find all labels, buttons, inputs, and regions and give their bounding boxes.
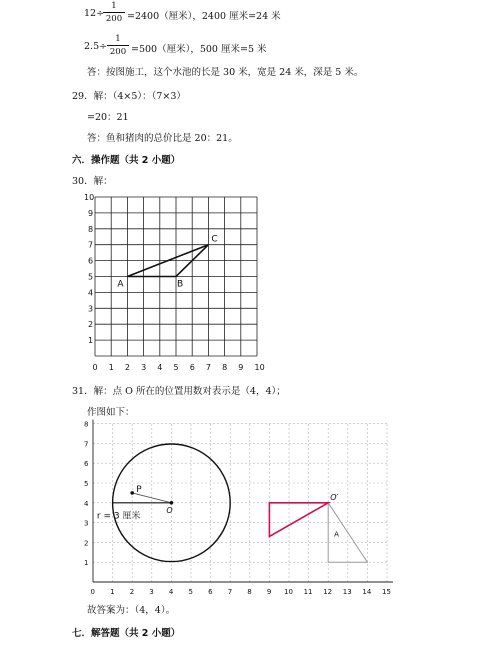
grid2-y-tick: 1 bbox=[84, 559, 89, 568]
point-o-prime-label: O′ bbox=[330, 492, 339, 502]
grid2-y-tick: 3 bbox=[84, 519, 89, 528]
grid1-y-tick: 5 bbox=[88, 272, 94, 282]
grid2-y-tick: 7 bbox=[84, 440, 89, 449]
grid1-x-tick: 2 bbox=[124, 363, 130, 372]
fraction-1-denominator: 200 bbox=[105, 14, 123, 24]
q31-line-1: 31．解：点 O 所在的位置用数对表示是（4，4）； bbox=[72, 386, 286, 397]
grid1-y-tick: 7 bbox=[88, 240, 94, 250]
grid2-x-tick: 3 bbox=[149, 588, 154, 596]
grid1-x-tick: 9 bbox=[238, 363, 244, 372]
fraction-2-denominator: 200 bbox=[109, 47, 127, 57]
grid2-y-tick: 2 bbox=[84, 539, 89, 548]
grid2-x-tick: 5 bbox=[188, 588, 193, 596]
point-p-label: P bbox=[136, 484, 142, 495]
section-6-title: 六．操作题（共 2 小题） bbox=[72, 155, 181, 166]
section-7-title: 七．解答题（共 2 小题） bbox=[72, 628, 181, 639]
grid1-x-tick: 10 bbox=[254, 363, 265, 372]
q30-label: 30．解： bbox=[72, 176, 113, 187]
grid1-y-tick: 10 bbox=[84, 193, 95, 202]
q31-line-2: 作图如下： bbox=[87, 407, 135, 418]
grid2-x-tick: 11 bbox=[303, 588, 313, 596]
grid1-y-tick: 6 bbox=[88, 256, 94, 266]
point-b-label: B bbox=[177, 279, 184, 290]
grid1-x-tick: 8 bbox=[222, 363, 228, 372]
point-a-label: A bbox=[117, 279, 124, 290]
fraction-1-numerator: 1 bbox=[111, 1, 117, 11]
grid2-y-tick: 4 bbox=[84, 499, 89, 508]
grid1-x-tick: 7 bbox=[205, 363, 211, 372]
triangle-a-label: A bbox=[334, 530, 339, 539]
grid1-x-tick: 6 bbox=[189, 363, 195, 372]
grid2-x-tick: 10 bbox=[284, 588, 293, 596]
answer-29: 答：鱼和猪肉的总价比是 20：21。 bbox=[87, 133, 238, 144]
grid1-x-tick: 1 bbox=[108, 363, 114, 372]
point-o-label: O bbox=[166, 505, 173, 515]
grid2-x-tick: 12 bbox=[323, 588, 333, 596]
grid1-y-tick: 2 bbox=[88, 320, 94, 330]
point-p-dot bbox=[130, 491, 134, 495]
grid1-x-tick: 0 bbox=[92, 363, 98, 372]
grid2-x-tick: 2 bbox=[129, 588, 135, 596]
answer-28: 答：按图施工，这个水池的长是 30 米，宽是 24 米，深是 5 米。 bbox=[87, 67, 364, 78]
coordinate-grid-2 bbox=[84, 420, 393, 596]
grid1-x-tick: 4 bbox=[157, 363, 163, 372]
calc-line-2-result: =500（厘米），500 厘米=5 米 bbox=[131, 44, 267, 55]
grid2-x-tick: 7 bbox=[227, 588, 233, 596]
calc-line-1-prefix: 12÷ bbox=[84, 8, 105, 19]
grid2-x-tick: 14 bbox=[362, 588, 372, 596]
grid2-x-tick: 15 bbox=[382, 588, 391, 596]
radius-label: r = 3 厘米 bbox=[96, 511, 141, 522]
grid2-x-tick: 9 bbox=[266, 588, 272, 596]
grid2-x-tick: 8 bbox=[247, 588, 252, 596]
calc-line-1-result: =2400（厘米），2400 厘米=24 米 bbox=[127, 11, 281, 22]
fraction-2-numerator: 1 bbox=[115, 34, 121, 44]
grid2-x-tick: 0 bbox=[90, 588, 95, 596]
grid2-y-tick: 6 bbox=[84, 460, 89, 469]
grid1-y-tick: 3 bbox=[88, 304, 94, 314]
point-c-label: C bbox=[211, 234, 218, 245]
grid2-y-tick: 8 bbox=[84, 420, 89, 429]
grid2-x-tick: 13 bbox=[342, 588, 352, 596]
q29-line-1: 29．解：（4×5）：（7×3） bbox=[72, 91, 186, 102]
grid1-y-tick: 1 bbox=[88, 336, 94, 346]
point-o-dot bbox=[170, 501, 174, 505]
grid1-y-tick: 4 bbox=[88, 288, 94, 298]
grid1-x-tick: 3 bbox=[141, 363, 147, 372]
coordinate-grid-1 bbox=[84, 193, 265, 372]
grid2-y-tick: 5 bbox=[84, 480, 89, 488]
triangle-rotated bbox=[269, 503, 328, 537]
grid2-x-tick: 6 bbox=[208, 588, 213, 596]
grid1-y-tick: 9 bbox=[88, 208, 94, 218]
answer-31: 故答案为：（4，4）。 bbox=[87, 605, 176, 616]
grid2-x-tick: 1 bbox=[110, 588, 115, 596]
grid2-x-tick: 4 bbox=[168, 588, 174, 596]
grid1-y-tick: 8 bbox=[88, 224, 94, 234]
q29-line-2: =20：21 bbox=[87, 112, 129, 123]
grid1-x-tick: 5 bbox=[173, 363, 179, 372]
calc-line-2-prefix: 2.5÷ bbox=[84, 41, 108, 52]
